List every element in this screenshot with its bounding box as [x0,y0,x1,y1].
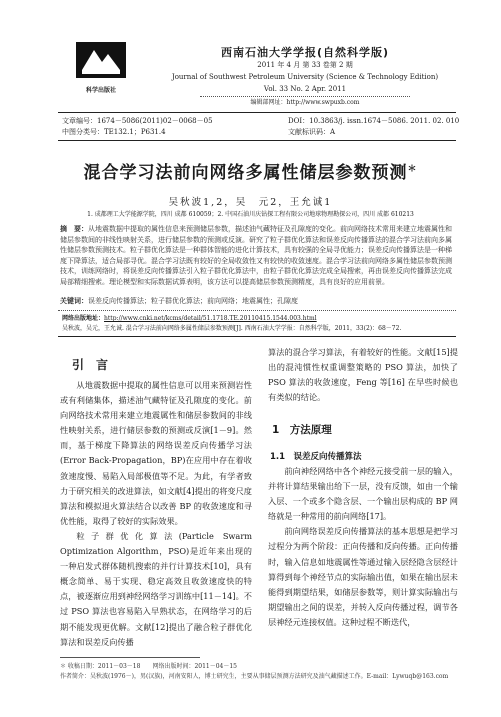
authors: 吴秋波1,2，吴 元2，王允诚1 [168,197,333,208]
clc-number: 中图分类号：TE132.1；P631.4 [62,128,166,136]
journal-website: 编辑部网址：http://www.swpuxb.com [250,99,360,106]
section-1-1-heading: 1.1 误差反向传播算法 [270,452,362,462]
online-address [62,314,452,323]
journal-volume-en: Vol. 33 No. 2 Apr. 2011 [263,85,347,93]
abstract-divider [58,310,456,311]
abstract-rule [58,336,456,337]
journal-issue-cn: 2011 年 4 月 第 33 卷第 2 期 [257,61,353,69]
intro-paragraph-2: 粒子群优化算法(Particle Swarm Optimization Algorithm，PSO)是近年来出现的一种启发式群体随机搜索的并行计算技术[10]，具有概念简单、易于实现、稳定高效且收敛速度快的特点，被逐渐应用到神经网络学习训练中[11－14]。不过 PSO 算法也容易陷入早熟状态，在网络学习的后期不能发现更优解。文献[12]提出了融合粒子群优化算法和误差反向传播 [60,530,252,647]
keywords-label: 关键词： [60,297,88,305]
section-intro-heading: 引 言 [72,358,109,372]
footnote-rule [60,657,200,658]
abstract-text: 从地震数据中提取的属性信息来预测储层参数，描述油气藏特征及孔隙度的变化。前向网络技术常用来建立地震属性和储层参数间的非线性映射关系，进行储层参数的预测或反演。研究了粒子群优化算法和误差反向传播算法的混合学习法前向多属性储层参数预测技术。粒子群优化算法是一种群体智能的进化计算技术，具有较强的全局寻优能力；误差反向传播算法是一种梯度下降算法，适合局部寻优。混合学习法既有较好的全局收敛性又有较快的收敛速度。混合学习法前向网络多属性储层参数预测技术，训练网络时，将误差反向传播算法引入粒子群优化算法中，由粒子群优化算法完成全局搜索，再由误差反向传播算法完成局部精细搜索。理论模型和实际数据试算表明，该方法可以提高储层参数预测精度，具有良好的应用前景。 [60,225,452,286]
right-column-text [268,464,458,646]
received-date: ＊ 收稿日期：2011－03－18 网络出版时间：2011－04－15 [60,663,237,670]
section-1-heading: 1 方法原理 [272,424,332,436]
online-url-link[interactable]: http://www.cnki.net/kcms/detail/51.1718.TE.20110415.1544.003.html [104,315,317,322]
abstract [60,224,452,294]
intro-paragraph-1: 从地震数据中提取的属性信息可以用来预测岩性或有利储集体，描述油气藏特征及孔隙度的变化。前向网络技术常用来建立地震属性和储层参数间的非线性映射关系，进行储层参数的预测或反演[1－9]。然而，基于梯度下降算法的网络误差反向传播学习法(Error Back-Propagation，BP)在应用中存在着收敛速度慢、易陷入局部极值等不足。为此，有学者致力于研究相关的改进算法，如文献[4]提出的将变尺度算法和模拟退火算法结合以改善 BP 的收敛速度和寻优性能，取得了较好的实际效果。 [60,380,252,526]
meta-rule [58,140,456,141]
journal-title-en: Journal of Southwest Petroleum University (Science & Technology Edition) [171,73,439,81]
citation: 吴秋波，吴元，王允诚. 混合学习法前向网络多属性储层参数预测[J]. 西南石油大学学报：自然科学版，2011，33(2)：68－72. [62,325,402,332]
header-divider [200,96,410,97]
section-1-1-paragraph-1: 前向神经网络中各个神经元接受前一层的输入，并将计算结果输出给下一层，没有反馈，如由一个输入层、一个或多个隐含层、一个输出层构成的 BP 网络就是一种常用的前向网络[17]。 [268,466,458,522]
publisher-name: 科学出版社 [85,87,116,94]
right-column-intro: 算法的混合学习算法，有着较好的性能。文献[15]提出的混沌惯性权重调整策略的 PSO 算法，加快了 PSO 算法的收敛速度，Feng 等[16] 在早些时候也有类似的结论。 [268,347,458,403]
keywords-text: 误差反向传播算法；粒子群优化算法；前向网络；地震属性；孔隙度 [88,297,298,305]
section-1-1-paragraph-2: 前向网络误差反向传播算法的基本思想是把学习过程分为两个阶段：正向传播和反向传播。正向传播时，输入信息如地震属性等通过输入层经隐含层经计算得到每个神经节点的实际输出值，如果在输出层未能得到期望结果，如储层参数等，则计算实际输出与期望输出之间的误差，并转入反向传播过程，调节各层神经元连接权值。这种过程不断迭代， [268,526,458,627]
affiliation: 1. 成都理工大学能源学院，四川 成都 610059；2. 中国石油川庆钻探工程有限公司地球物理勘探公司，四川 成都 610213 [87,211,414,218]
doi: DOI：10.3863/j. issn.1674－5086. 2011. 02. 010 [288,117,460,125]
header-rule [58,112,456,113]
document-code: 文献标识码：A [288,128,336,136]
title-footnote-mark: ＊ [407,164,418,175]
left-column-text [60,378,252,650]
author-info: 作者简介：吴秋波(1976－)，男(汉族)，河南安阳人，博士研究生，主要从事储层预测方法研究及油气藏描述工作。E-mail：Lywuqb@163.com [60,673,449,680]
paper-title [0,158,501,183]
article-number: 文章编号：1674－5086(2011)02－0068－05 [62,117,213,125]
journal-title-cn: 西南石油大学学报(自然科学版) [220,46,390,59]
online-label: 网络出版地址： [62,315,105,322]
keywords [60,296,452,307]
paper-title-text: 混合学习法前向网络多属性储层参数预测 [83,163,408,183]
abstract-label: 摘 要： [60,225,88,233]
